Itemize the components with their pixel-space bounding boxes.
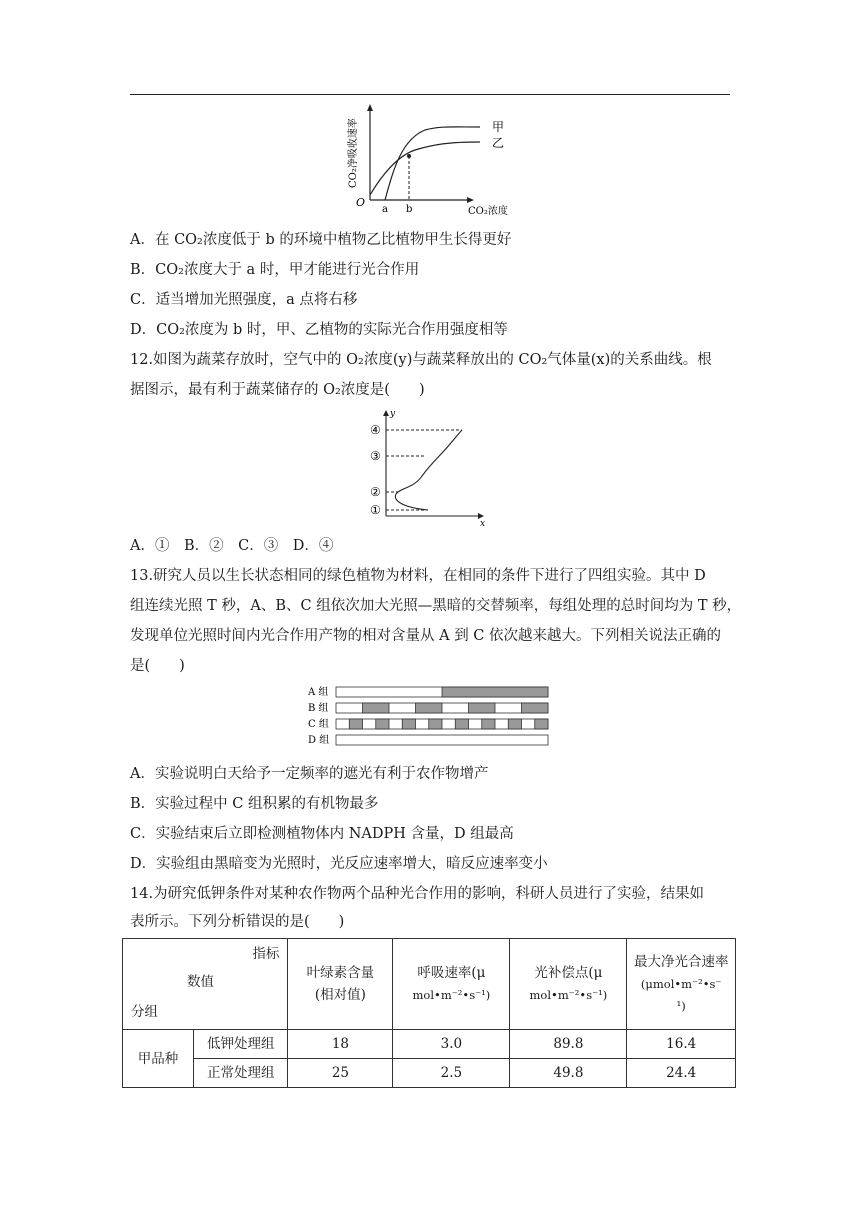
value-cell: 2.5: [393, 1059, 510, 1088]
hdr-col2-line2: mol•m⁻²•s⁻¹): [412, 988, 491, 1002]
q13-option-a: A．实验说明白天给予一定频率的遮光有利于农作物增产: [130, 766, 489, 782]
curve-yi-label: 乙: [492, 136, 505, 150]
hdr-col4-line2: (μmol•m⁻²•s⁻: [640, 977, 722, 991]
q14-results-table: [122, 938, 736, 1088]
curve-jia: [385, 127, 480, 200]
value-cell: 3.0: [393, 1030, 510, 1059]
hdr-shuzhi: 数值: [187, 974, 214, 990]
row-d-label: D 组: [308, 735, 330, 746]
value-cell: 18: [288, 1030, 393, 1059]
curve-jia-label: 甲: [492, 120, 505, 134]
intersection-point: [407, 154, 411, 158]
group-cell: 低钾处理组: [194, 1030, 288, 1059]
hdr-col4-line1: 最大净光合速率: [633, 954, 729, 970]
value-cell: 16.4: [627, 1030, 736, 1059]
row-c-label: C 组: [308, 719, 329, 730]
row-a-label: A 组: [308, 687, 329, 698]
table-row: [123, 1059, 736, 1088]
q14-stem-line1: 14.为研究低钾条件对某种农作物两个品种光合作用的影响，科研人员进行了实验，结果如: [130, 886, 705, 902]
q11-option-b: B．CO₂浓度大于 a 时，甲才能进行光合作用: [130, 262, 420, 278]
y-axis-arrow: [367, 104, 373, 111]
hdr-col3-line2: mol•m⁻²•s⁻¹): [529, 988, 608, 1002]
marker-3: ③: [370, 449, 381, 463]
q12-options: A．① B．② C．③ D．④: [130, 538, 334, 554]
value-cell: 25: [288, 1059, 393, 1088]
header-diagonal-cell: [123, 939, 288, 1030]
hdr-fenzu: 分组: [131, 1004, 158, 1020]
q13-stem-line3: 发现单位光照时间内光合作用产物的相对含量从 A 到 C 依次越来越大。下列相关说法正确的: [130, 628, 721, 644]
header-rule: [130, 94, 730, 95]
hdr-col1-line1: 叶绿素含量: [306, 965, 375, 981]
o2-co2-chart: [362, 404, 502, 528]
tick-a-label: a: [382, 204, 388, 215]
q11-option-c: C．适当增加光照强度，a 点将右移: [130, 292, 358, 308]
origin-label: O: [356, 196, 366, 209]
value-cell: 89.8: [510, 1030, 627, 1059]
q13-option-b: B．实验过程中 C 组积累的有机物最多: [130, 796, 379, 812]
table-row: [123, 1030, 736, 1059]
marker-1: ①: [370, 503, 381, 517]
hdr-col2-line1: 呼吸速率(μ: [417, 965, 486, 981]
q13-stem-line2: 组连续光照 T 秒，A、B、C 组依次加大光照—黑暗的交替频率，每组处理的总时间均为 T 秒，: [130, 598, 742, 614]
q11-option-a: A．在 CO₂浓度低于 b 的环境中植物乙比植物甲生长得更好: [130, 232, 512, 248]
table-header-row: [123, 939, 736, 1030]
hdr-zhibiao: 指标: [252, 946, 280, 962]
q14-stem-line2: 表所示。下列分析错误的是( ): [130, 914, 345, 930]
hdr-col1-line2: (相对值): [314, 987, 366, 1003]
q12-stem-line1: 12.如图为蔬菜存放时，空气中的 O₂浓度(y)与蔬菜释放出的 CO₂气体量(x)的关系曲线。根: [130, 352, 712, 368]
q13-stem-line1: 13.研究人员以生长状态相同的绿色植物为材料，在相同的条件下进行了四组实验。其中 D: [130, 568, 706, 584]
x-axis-arrow: [467, 197, 474, 203]
q13-stem-line4: 是( ): [130, 658, 185, 674]
co2-absorption-chart: [340, 100, 540, 222]
tick-b-label: b: [406, 204, 413, 215]
hdr-max-net: [627, 939, 736, 1030]
curve-yi: [370, 142, 480, 195]
group-cell: 正常处理组: [194, 1059, 288, 1088]
marker-2: ②: [370, 485, 381, 499]
hdr-col4-line3: ¹): [676, 999, 686, 1013]
y-label: y: [390, 409, 396, 419]
value-cell: 24.4: [627, 1059, 736, 1088]
hdr-chlorophyll: [288, 939, 393, 1030]
light-dark-diagram: [306, 684, 556, 750]
x-axis-label: CO₂浓度: [468, 206, 508, 217]
variety-cell: 甲品种: [123, 1030, 194, 1088]
row-b-label: B 组: [308, 703, 329, 714]
hdr-compensation: [510, 939, 627, 1030]
q13-option-d: D．实验组由黑暗变为光照时，光反应速率增大，暗反应速率变小: [130, 856, 548, 872]
x-label: x: [480, 519, 486, 528]
marker-4: ④: [370, 423, 381, 437]
q12-stem-line2: 据图示，最有利于蔬菜储存的 O₂浓度是( ): [130, 382, 425, 398]
hdr-respiration: [393, 939, 510, 1030]
hdr-col3-line1: 光补偿点(μ: [534, 965, 603, 981]
value-cell: 49.8: [510, 1059, 627, 1088]
q13-option-c: C．实验结束后立即检测植物体内 NADPH 含量，D 组最高: [130, 826, 514, 842]
q11-option-d: D．CO₂浓度为 b 时，甲、乙植物的实际光合作用强度相等: [130, 322, 508, 338]
y-axis-label: CO₂净吸收速率: [348, 118, 359, 188]
